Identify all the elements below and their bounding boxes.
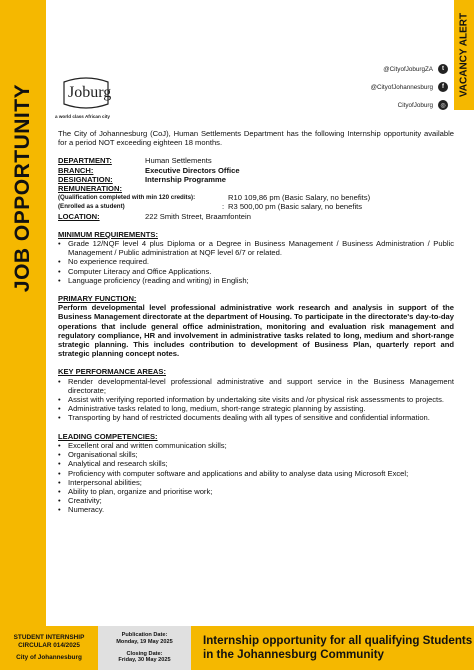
list-item: • Grade 12/NQF level 4 plus Diploma or a Degree in Business Management / Business Administration / Public Management / Public administration at NQF level 6/7 or related. bbox=[58, 239, 454, 257]
circular-info bbox=[0, 626, 98, 670]
requirements-title: MINIMUM REQUIREMENTS: bbox=[58, 229, 158, 239]
circular-line-2: CIRCULAR 014/2025 bbox=[18, 641, 80, 649]
logo-tagline: a world class African city bbox=[55, 114, 110, 119]
social-twitter[interactable] bbox=[288, 60, 448, 78]
remuneration-qualified-value: R10 109,86 pm (Basic Salary, no benefits) bbox=[228, 193, 371, 203]
list-item: • Proficiency with computer software and applications and ability to analyse data using Microsoft Excel; bbox=[58, 469, 454, 478]
list-item: • Computer Literacy and Office Applications. bbox=[58, 267, 454, 276]
facebook-handle[interactable]: @CityofJohannesburg bbox=[370, 83, 433, 91]
remuneration-qualified-label: (Qualification completed with min 120 credits): bbox=[58, 194, 196, 202]
closing-label: Closing Date: bbox=[126, 650, 163, 657]
remuneration-student-value: R3 500,00 pm (Basic salary, no benefits bbox=[228, 202, 363, 212]
dates-info bbox=[98, 626, 191, 670]
vacancy-content bbox=[58, 129, 454, 515]
circular-line-1: STUDENT INTERNSHIP bbox=[13, 634, 85, 642]
competencies-title: LEADING COMPETENCIES: bbox=[58, 431, 158, 441]
footer-bar bbox=[0, 626, 474, 670]
list-item: • Render developmental-level professional administrative and support service in the Business Management directorate; bbox=[58, 377, 454, 395]
department-value: Human Settlements bbox=[145, 156, 212, 166]
branch-label: BRANCH: bbox=[58, 165, 94, 175]
primary-function-text: Perform developmental level professional administrative work research and analysis in support of the Business Management directorate at the department of Housing. To participate in the directorate's day-to-day operations that include general office administration, monitoring and evaluation risk management and regulatory compliance, HR and involvement in administrative tasks related to long, medium and short-range strategic planning. This includes contribution to development of Business Plan, quarterly report and strategic planning concept notes. bbox=[58, 303, 454, 359]
joburg-logo bbox=[60, 76, 112, 110]
list-item: • No experience required. bbox=[58, 257, 454, 266]
twitter-icon: t bbox=[438, 64, 448, 74]
branch-row bbox=[58, 166, 454, 175]
facebook-icon: f bbox=[438, 82, 448, 92]
designation-value: Internship Programme bbox=[145, 174, 227, 184]
list-item: • Administrative tasks related to long, medium, short-range strategic planning by assisting. bbox=[58, 404, 454, 413]
competencies-list bbox=[58, 441, 454, 515]
kpa-title: KEY PERFORMANCE AREAS: bbox=[58, 367, 167, 377]
social-facebook[interactable] bbox=[288, 78, 448, 96]
instagram-handle[interactable]: CityofJoburg bbox=[397, 101, 433, 109]
list-item: • Numeracy. bbox=[58, 505, 454, 514]
publication-date: Monday, 19 May 2025 bbox=[116, 638, 173, 645]
location-value: 222 Smith Street, Braamfontein bbox=[145, 211, 251, 221]
list-item: • Organisational skills; bbox=[58, 450, 454, 459]
list-item: • Interpersonal abilities; bbox=[58, 478, 454, 487]
intro-paragraph: The City of Johannesburg (CoJ), Human Settlements Department has the following Internship opportunity available for a period NOT exceeding eighteen 18 months. bbox=[58, 129, 454, 148]
footer-headline: Internship opportunity for all qualifying Students in the Johannesburg Community bbox=[191, 626, 474, 670]
location-label: LOCATION: bbox=[58, 211, 100, 221]
location-row bbox=[58, 212, 454, 221]
list-item: • Analytical and research skills; bbox=[58, 459, 454, 468]
list-item: • Language proficiency (reading and writing) in English; bbox=[58, 276, 454, 285]
remuneration-label: REMUNERATION: bbox=[58, 184, 122, 194]
job-opportunity-label: JOB OPPORTUNITY bbox=[11, 83, 34, 293]
designation-label: DESIGNATION: bbox=[58, 174, 113, 184]
list-item: • Creativity; bbox=[58, 496, 454, 505]
instagram-icon: ◎ bbox=[438, 100, 448, 110]
social-links bbox=[288, 60, 448, 114]
closing-date: Friday, 30 May 2025 bbox=[118, 657, 171, 664]
primary-function-title: PRIMARY FUNCTION: bbox=[58, 294, 137, 304]
circular-line-3: City of Johannesburg bbox=[16, 654, 82, 662]
department-row bbox=[58, 156, 454, 165]
designation-row bbox=[58, 175, 454, 184]
twitter-handle[interactable]: @CityofJoburgZA bbox=[383, 65, 433, 73]
publication-label: Publication Date: bbox=[121, 632, 168, 639]
social-instagram[interactable] bbox=[288, 96, 448, 114]
remuneration-student-label: (Enrolled as a student) bbox=[58, 203, 125, 211]
logo-wordmark: Joburg bbox=[68, 84, 112, 101]
side-banner-right bbox=[454, 0, 474, 110]
list-item: • Assist with verifying reported information by undertaking site visits and /or physical risk assessments to projects. bbox=[58, 395, 454, 404]
list-item: • Excellent oral and written communication skills; bbox=[58, 441, 454, 450]
department-label: DEPARTMENT: bbox=[58, 156, 112, 166]
vacancy-alert-label: VACANCY ALERT bbox=[458, 12, 470, 98]
requirements-list bbox=[58, 239, 454, 285]
branch-value: Executive Directors Office bbox=[145, 165, 240, 175]
list-item: • Ability to plan, organize and prioritise work; bbox=[58, 487, 454, 496]
remuneration-student-row bbox=[58, 202, 454, 211]
remuneration-student-colon: : bbox=[221, 202, 225, 212]
remuneration-qualified-row bbox=[58, 193, 454, 202]
kpa-list bbox=[58, 377, 454, 423]
list-item: • Transporting by hand of restricted documents dealing with all types of sensitive and confidential information. bbox=[58, 413, 454, 422]
side-banner-left bbox=[0, 0, 46, 626]
